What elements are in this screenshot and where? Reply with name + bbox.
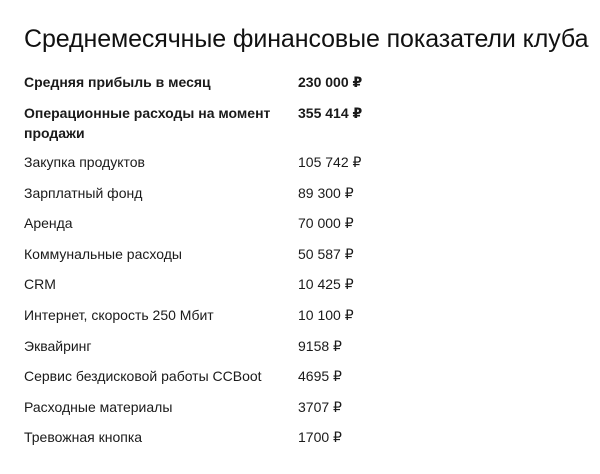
row-label: Средняя прибыль в месяц [24, 74, 211, 90]
expense-row [24, 152, 576, 183]
row-value: 3707 ₽ [298, 398, 342, 415]
expense-row [24, 397, 576, 428]
page-title: Среднемесячные финансовые показатели клуба [24, 25, 589, 53]
row-value: 105 742 ₽ [298, 154, 362, 170]
row-label: Тревожная кнопка [24, 429, 143, 446]
row-label: Интернет, скорость 250 Мбит [24, 306, 214, 323]
row-label: CRM [24, 276, 56, 293]
row-value: 10 100 ₽ [298, 306, 354, 323]
row-label: Коммунальные расходы [24, 245, 182, 262]
row-value: 89 300 ₽ [298, 184, 354, 201]
row-value: 230 000 ₽ [298, 74, 363, 90]
row-value: 70 000 ₽ [298, 215, 354, 232]
row-value: 4695 ₽ [298, 368, 342, 385]
financials-table [24, 72, 576, 458]
expense-row [24, 183, 576, 214]
row-value: 1700 ₽ [298, 429, 342, 446]
expense-row [24, 213, 576, 244]
row-label: Эквайринг [24, 337, 92, 354]
expense-row [24, 305, 576, 336]
row-label: Зарплатный фонд [24, 184, 143, 201]
expense-row [24, 427, 576, 458]
expense-row [24, 366, 576, 397]
row-value: 10 425 ₽ [298, 276, 354, 293]
row-label: Сервис бездисковой работы CCBoot [24, 368, 262, 385]
expense-row [24, 244, 576, 275]
row-value: 50 587 ₽ [298, 245, 354, 262]
row-label: Операционные расходы на момент продажи [24, 105, 271, 141]
summary-row-operating-expenses [24, 103, 576, 152]
row-label: Расходные материалы [24, 398, 173, 415]
row-label: Аренда [24, 215, 73, 232]
row-value: 9158 ₽ [298, 337, 342, 354]
row-label: Закупка продуктов [24, 154, 145, 170]
expense-row [24, 274, 576, 305]
summary-row-profit [24, 72, 576, 103]
row-value: 355 414 ₽ [298, 105, 363, 121]
expense-row [24, 336, 576, 367]
